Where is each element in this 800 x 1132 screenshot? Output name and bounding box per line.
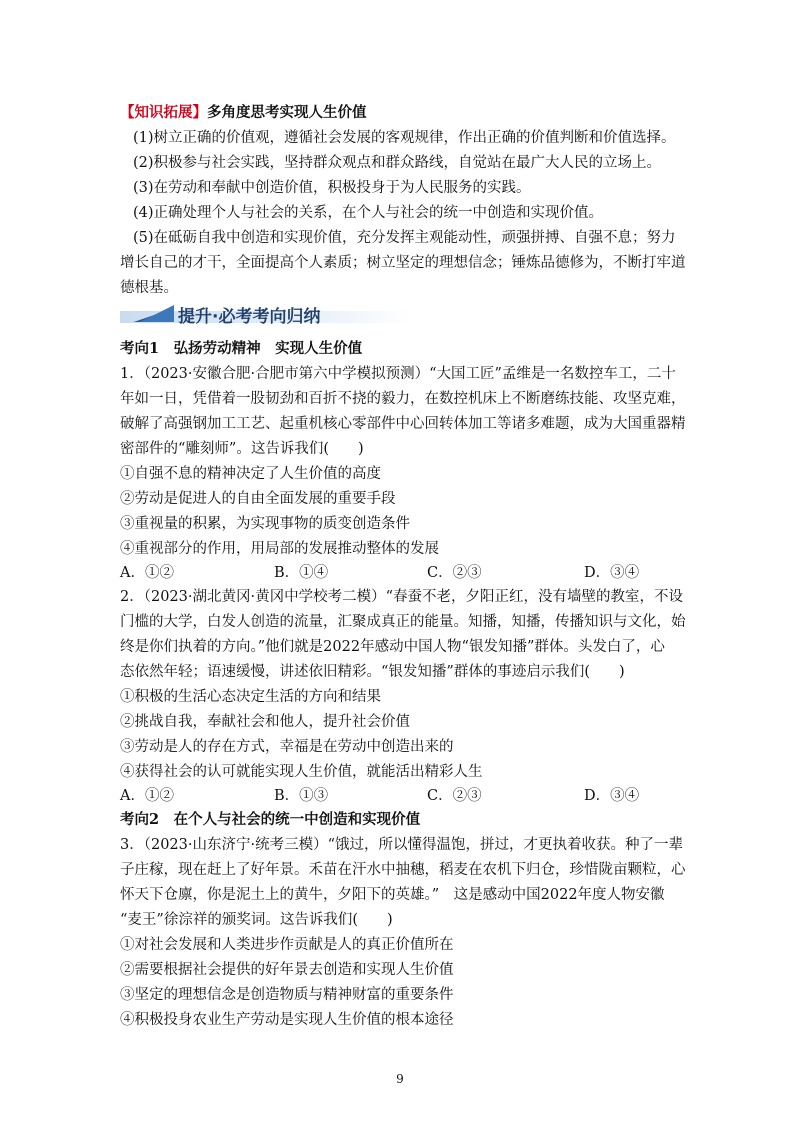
banner-text: 提升·必考考向归纳 bbox=[178, 307, 321, 327]
question-choice: ③坚定的理想信念是创造物质与精神财富的重要条件 bbox=[120, 987, 454, 1003]
question-choice: ③重视量的积累，为实现事物的质变创造条件 bbox=[120, 516, 410, 532]
question-text: 2．（2023·湖北黄冈·黄冈中学校考二模）“春蚕不老，夕阳正红，没有墙壁的教室，不设 bbox=[120, 589, 684, 605]
question-text: 门槛的大学，白发人创造的流量，汇聚成真正的能量。知播，知播，传播知识与文化，始 bbox=[120, 614, 686, 630]
question-choice: ①对社会发展和人类进步作贡献是人的真正价值所在 bbox=[120, 937, 454, 953]
section-title: 考向1 弘扬劳动精神 实现人生价值 bbox=[120, 340, 363, 357]
answer-option-d[interactable]: D．③④ bbox=[584, 788, 640, 804]
question-choice: ③劳动是人的存在方式，幸福是在劳动中创造出来的 bbox=[120, 739, 454, 755]
question-text: 3．（2023·山东济宁·统考三模）“饿过，所以懂得温饱，拼过，才更执着收获。种了一辈 bbox=[120, 837, 684, 853]
answer-option-a[interactable]: A．①② bbox=[120, 565, 174, 581]
answer-option-d[interactable]: D．③④ bbox=[584, 565, 640, 581]
section-banner bbox=[120, 302, 410, 326]
question-choice: ②挑战自我，奉献社会和他人，提升社会价值 bbox=[120, 714, 410, 730]
question-text: 密部件的“雕刻师”。这告诉我们( ) bbox=[120, 441, 364, 457]
knowledge-item: (3)在劳动和奉献中创造价值，积极投身于为人民服务的实践。 bbox=[133, 180, 531, 196]
question-choice: ④重视部分的作用，用局部的发展推动整体的发展 bbox=[120, 541, 439, 557]
question-text: 态依然年轻；语速缓慢，讲述依旧精彩。“银发知播”群体的事迹启示我们( ) bbox=[120, 664, 625, 680]
page-number: 9 bbox=[396, 1072, 404, 1086]
question-text: 1．（2023·安徽合肥·合肥市第六中学模拟预测）“大国工匠”孟维是一名数控车工，二十 bbox=[120, 366, 676, 382]
question-text: 终是你们执着的方向。”他们就是2022年感动中国人物“银发知播”群体。头发白了，心 bbox=[120, 639, 665, 655]
answer-option-b[interactable]: B．①④ bbox=[274, 565, 329, 581]
answer-option-c[interactable]: C．②③ bbox=[427, 788, 482, 804]
question-text: 子庄稼，现在赶上了好年景。禾苗在汗水中抽穗，稻麦在农机下归仓，珍惜陇亩颗粒，心 bbox=[120, 862, 686, 878]
knowledge-item: 德根基。 bbox=[120, 280, 178, 296]
knowledge-item: (2)积极参与社会实践，坚持群众观点和群众路线，自觉站在最广大人民的立场上。 bbox=[133, 155, 662, 171]
knowledge-tag: 【知识拓展】 bbox=[120, 104, 207, 121]
question-choice: ①自强不息的精神决定了人生价值的高度 bbox=[120, 466, 381, 482]
answer-option-c[interactable]: C．②③ bbox=[427, 565, 482, 581]
question-choice: ④获得社会的认可就能实现人生价值，就能活出精彩人生 bbox=[120, 764, 483, 780]
question-choice: ④积极投身农业生产劳动是实现人生价值的根本途径 bbox=[120, 1012, 454, 1028]
knowledge-item: 增长自己的才干，全面提高个人素质；树立坚定的理想信念；锤炼品德修为，不断打牢道 bbox=[120, 255, 686, 271]
question-text: 破解了高强钢加工工艺、起重机核心零部件中心回转体加工等诸多难题，成为大国重器精 bbox=[120, 416, 686, 432]
question-text: 年如一日，凭借着一股韧劲和百折不挠的毅力，在数控机床上不断磨练技能、攻坚克难， bbox=[120, 391, 686, 407]
knowledge-item: (1)树立正确的价值观，遵循社会发展的客观规律，作出正确的价值判断和价值选择。 bbox=[133, 130, 676, 146]
section-title: 考向2 在个人与社会的统一中创造和实现价值 bbox=[120, 811, 421, 828]
knowledge-heading bbox=[120, 103, 700, 123]
knowledge-title: 多角度思考实现人生价值 bbox=[207, 104, 367, 121]
answer-option-a[interactable]: A．①② bbox=[120, 788, 174, 804]
question-choice: ①积极的生活心态决定生活的方向和结果 bbox=[120, 689, 381, 705]
question-text: 怀天下仓廪，你是泥土上的黄牛，夕阳下的英雄。” 这是感动中国2022年度人物安徽 bbox=[120, 887, 665, 903]
question-text: “麦王”徐淙祥的颁奖词。这告诉我们( ) bbox=[120, 912, 393, 928]
knowledge-item: (5)在砥砺自我中创造和实现价值，充分发挥主观能动性，顽强拼搏、自强不息；努力 bbox=[133, 230, 676, 246]
knowledge-item: (4)正确处理个人与社会的关系，在个人与社会的统一中创造和实现价值。 bbox=[133, 205, 604, 221]
question-choice: ②劳动是促进人的自由全面发展的重要手段 bbox=[120, 491, 396, 507]
answer-option-b[interactable]: B．①③ bbox=[274, 788, 329, 804]
question-choice: ②需要根据社会提供的好年景去创造和实现人生价值 bbox=[120, 962, 454, 978]
